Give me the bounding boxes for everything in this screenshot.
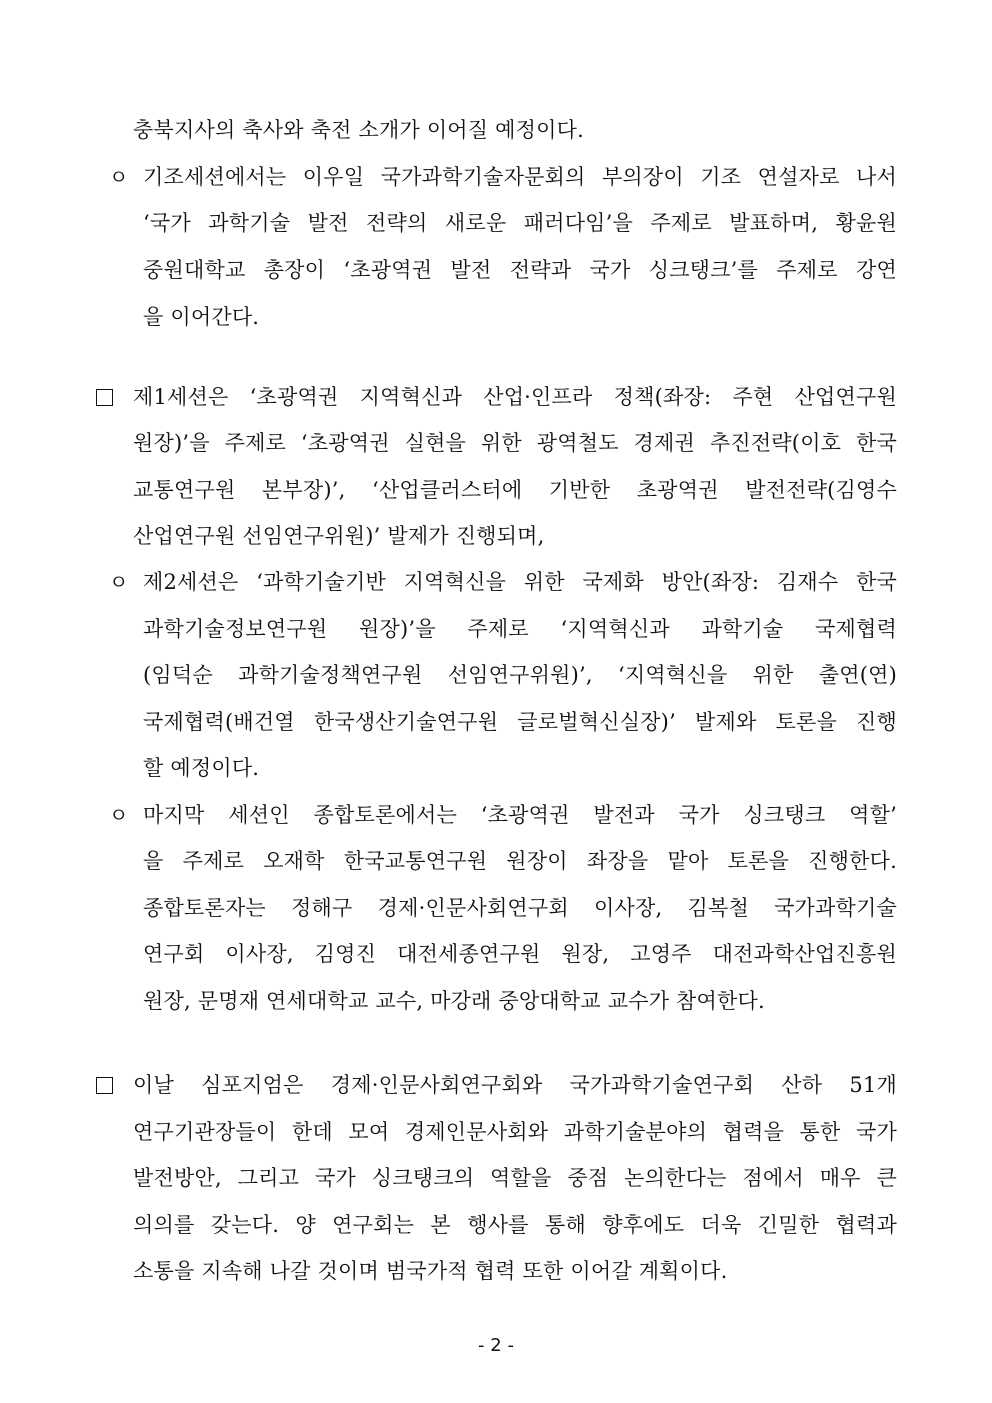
circle-bullet-marker: ㅇ (109, 570, 129, 594)
circle-bullet-marker: ㅇ (109, 803, 129, 827)
paragraph-line: 제2세션은 ‘과학기술기반 지역혁신을 위한 국제화 방안(좌장: 김재수 한국 (143, 570, 897, 594)
paragraph-line: 교통연구원 본부장)’, ‘산업클러스터에 기반한 초광역권 발전전략(김영수 (133, 478, 897, 502)
paragraph-line: 연구회 이사장, 김영진 대전세종연구원 원장, 고영주 대전과학산업진흥원 (143, 942, 897, 966)
paragraph-line: 할 예정이다. (143, 756, 260, 780)
paragraph-line: 중원대학교 총장이 ‘초광역권 발전 전략과 국가 싱크탱크’를 주제로 강연 (143, 258, 897, 282)
square-bullet-icon (96, 1077, 113, 1094)
paragraph-line: 국제협력(배건열 한국생산기술연구원 글로벌혁신실장)’ 발제와 토론을 진행 (143, 710, 897, 734)
circle-bullet-marker: ㅇ (109, 165, 129, 189)
paragraph-line: 원장)’을 주제로 ‘초광역권 실현을 위한 광역철도 경제권 추진전략(이호 한국 (133, 431, 897, 455)
paragraph-line: 을 주제로 오재학 한국교통연구원 원장이 좌장을 맡아 토론을 진행한다. (143, 849, 897, 873)
paragraph-line: 연구기관장들이 한데 모여 경제인문사회와 과학기술분야의 협력을 통한 국가 (133, 1120, 897, 1144)
paragraph-line: 종합토론자는 정해구 경제·인문사회연구회 이사장, 김복철 국가과학기술 (143, 896, 897, 920)
paragraph-line: 을 이어간다. (143, 305, 260, 329)
paragraph-line: 의의를 갖는다. 양 연구회는 본 행사를 통해 향후에도 더욱 긴밀한 협력과 (133, 1213, 897, 1237)
paragraph-line: 발전방안, 그리고 국가 싱크탱크의 역할을 중점 논의한다는 점에서 매우 큰 (133, 1166, 897, 1190)
paragraph-line: 마지막 세션인 종합토론에서는 ‘초광역권 발전과 국가 싱크탱크 역할’ (143, 803, 897, 827)
paragraph-line: 제1세션은 ‘초광역권 지역혁신과 산업·인프라 정책(좌장: 주현 산업연구원 (133, 385, 897, 409)
paragraph-line: 원장, 문명재 연세대학교 교수, 마강래 중앙대학교 교수가 참여한다. (143, 989, 765, 1013)
page-number: - 2 - (478, 1335, 514, 1356)
paragraph-line: (임덕순 과학기술정책연구원 선임연구위원)’, ‘지역혁신을 위한 출연(연) (143, 663, 897, 687)
paragraph-line: 이날 심포지엄은 경제·인문사회연구회와 국가과학기술연구회 산하 51개 (133, 1073, 897, 1097)
paragraph-line: 과학기술정보연구원 원장)’을 주제로 ‘지역혁신과 과학기술 국제협력 (143, 617, 897, 641)
square-bullet-icon (96, 389, 113, 406)
paragraph-line: 충북지사의 축사와 축전 소개가 이어질 예정이다. (133, 118, 584, 142)
paragraph-line: 산업연구원 선임연구위원)’ 발제가 진행되며, (133, 524, 545, 548)
paragraph-line: 소통을 지속해 나갈 것이며 범국가적 협력 또한 이어갈 계획이다. (133, 1259, 728, 1283)
paragraph-line: 기조세션에서는 이우일 국가과학기술자문회의 부의장이 기조 연설자로 나서 (143, 165, 897, 189)
paragraph-line: ‘국가 과학기술 발전 전략의 새로운 패러다임’을 주제로 발표하며, 황윤원 (143, 211, 897, 235)
